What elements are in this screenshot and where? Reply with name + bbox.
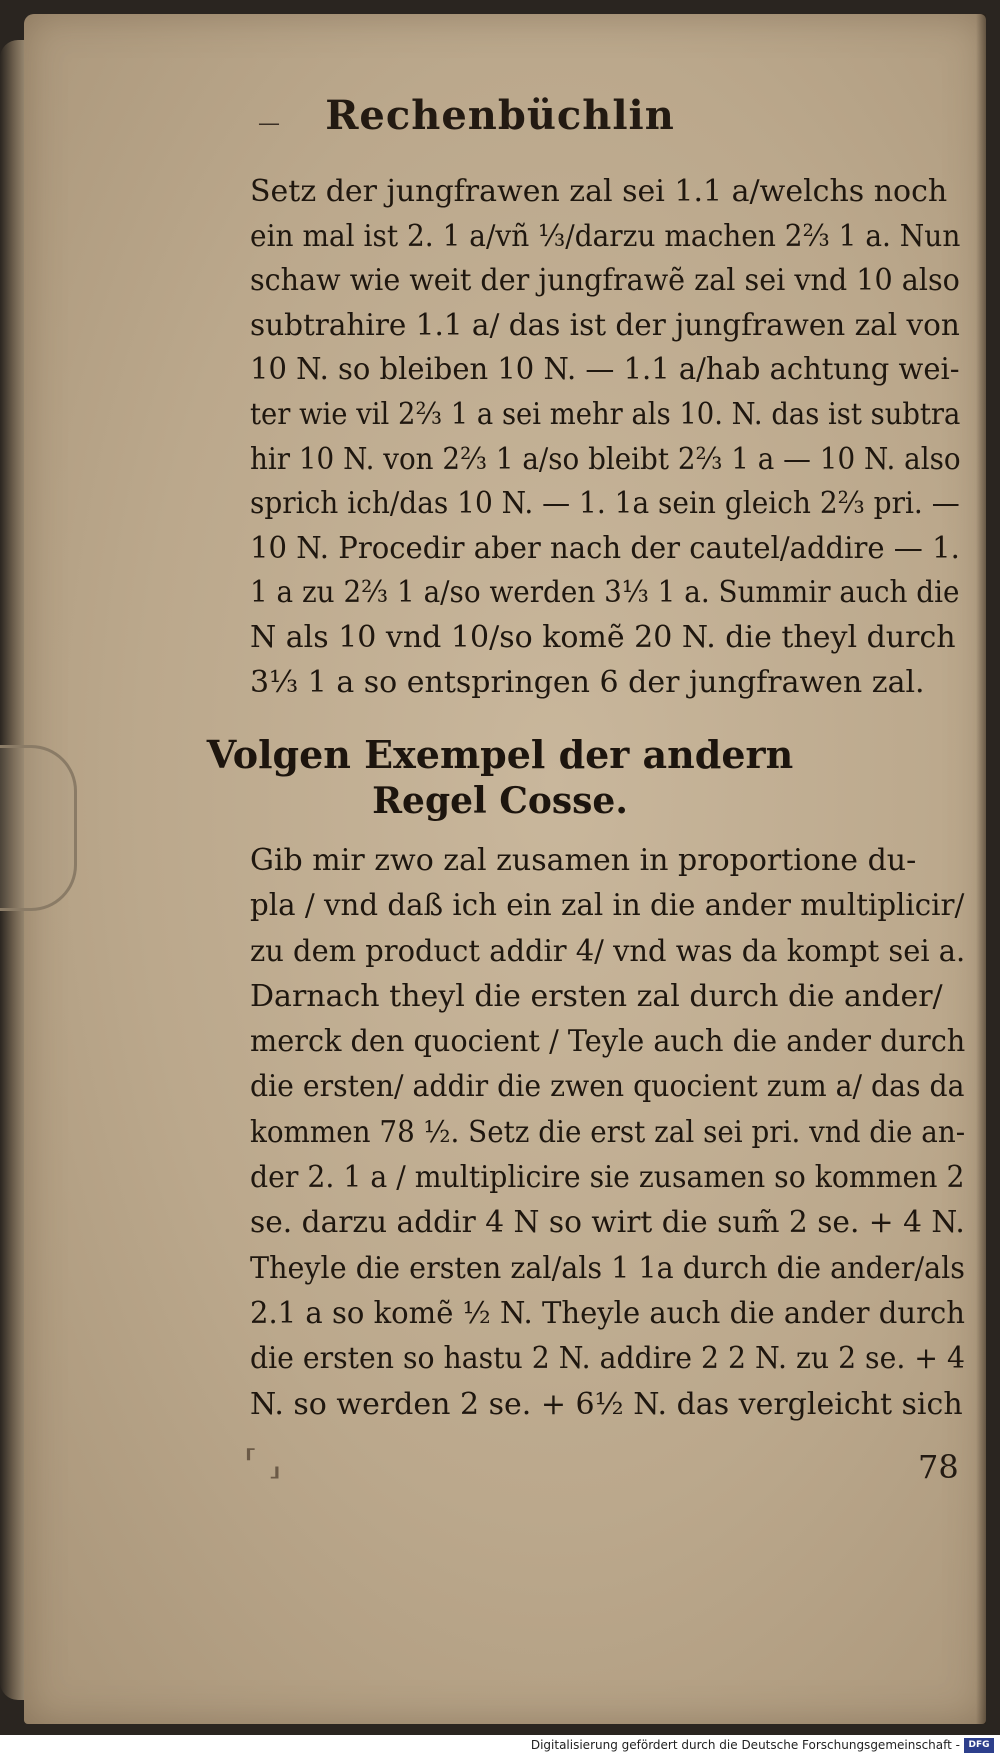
text-line: pla / vnd daß ich ein zal in die ander multiplicir/ <box>250 888 965 924</box>
running-head: Rechenbüchlin <box>325 92 675 139</box>
text-line: Theyle die ersten zal/als 1 1a durch die ander/als <box>250 1250 965 1286</box>
text-line: 1 a zu 2⅔ 1 a/so werden 3⅓ 1 a. Summir auch die <box>250 575 960 611</box>
text-line: sprich ich/das 10 N. — 1. 1a sein gleich 2⅔ pri. — <box>250 486 960 522</box>
paragraph-1 <box>250 170 960 705</box>
text-line: die ersten/ addir die zwen quocient zum a/ das da <box>250 1069 965 1105</box>
text-line: N. so werden 2 se. + 6½ N. das vergleicht sich <box>250 1386 963 1422</box>
ornament-dash: — <box>258 111 280 136</box>
text-line: hir 10 N. von 2⅔ 1 a/so bleibt 2⅔ 1 a — 10 N. also <box>250 441 961 477</box>
section-subheading: Regel Cosse. <box>372 780 628 822</box>
text-line: merck den quocient / Teyle auch die ander durch <box>250 1024 966 1060</box>
text-line: subtrahire 1.1 a/ das ist der jungfrawen zal von <box>250 307 960 343</box>
text-line: schaw wie weit der jungfrawẽ zal sei vnd 10 also <box>250 263 960 299</box>
text-line: Darnach theyl die ersten zal durch die ander/ <box>250 978 943 1014</box>
text-line: Gib mir zwo zal zusamen in proportione du- <box>250 843 917 878</box>
page-number: 78 <box>918 1448 959 1486</box>
text-line: Setz der jungfrawen zal sei 1.1 a/welchs noch <box>250 174 948 209</box>
text-line: der 2. 1 a / multiplicire sie zusamen so kommen 2 <box>250 1160 965 1196</box>
text-line: N als 10 vnd 10/so komẽ 20 N. die theyl durch <box>250 619 956 655</box>
section-heading: Volgen Exempel der andern <box>206 732 794 777</box>
text-line: ter wie vil 2⅔ 1 a sei mehr als 10. N. das ist subtra <box>250 396 961 432</box>
text-line: die ersten so hastu 2 N. addire 2 2 N. zu 2 se. + 4 <box>250 1341 966 1377</box>
text-line: 3⅓ 1 a so entspringen 6 der jungfrawen zal. <box>250 664 925 700</box>
text-line: 2.1 a so komẽ ½ N. Theyle auch die ander durch <box>250 1295 965 1331</box>
bracket-ornament: ⸢ ⸥ <box>244 1443 282 1483</box>
page-gutter-shadow <box>976 14 986 1724</box>
dfg-logo: DFG <box>964 1738 994 1753</box>
text-line: zu dem product addir 4/ vnd was da kompt sei a. <box>250 933 966 969</box>
text-line: 10 N. so bleiben 10 N. — 1.1 a/hab achtung wei- <box>250 352 960 388</box>
text-line: ein mal ist 2. 1 a/vñ ⅓/darzu machen 2⅔ 1 a. Nun <box>250 218 961 254</box>
paragraph-2 <box>250 838 965 1427</box>
text-line: 10 N. Procedir aber nach der cautel/addire — 1. <box>250 530 960 566</box>
text-line: kommen 78 ½. Setz die erst zal sei pri. vnd die an- <box>250 1114 966 1150</box>
text-line: se. darzu addir 4 N so wirt die sum̃ 2 se. + 4 N. <box>250 1205 965 1241</box>
digitization-credit: Digitalisierung gefördert durch die Deutsche Forschungsgemeinschaft - <box>530 1738 960 1752</box>
